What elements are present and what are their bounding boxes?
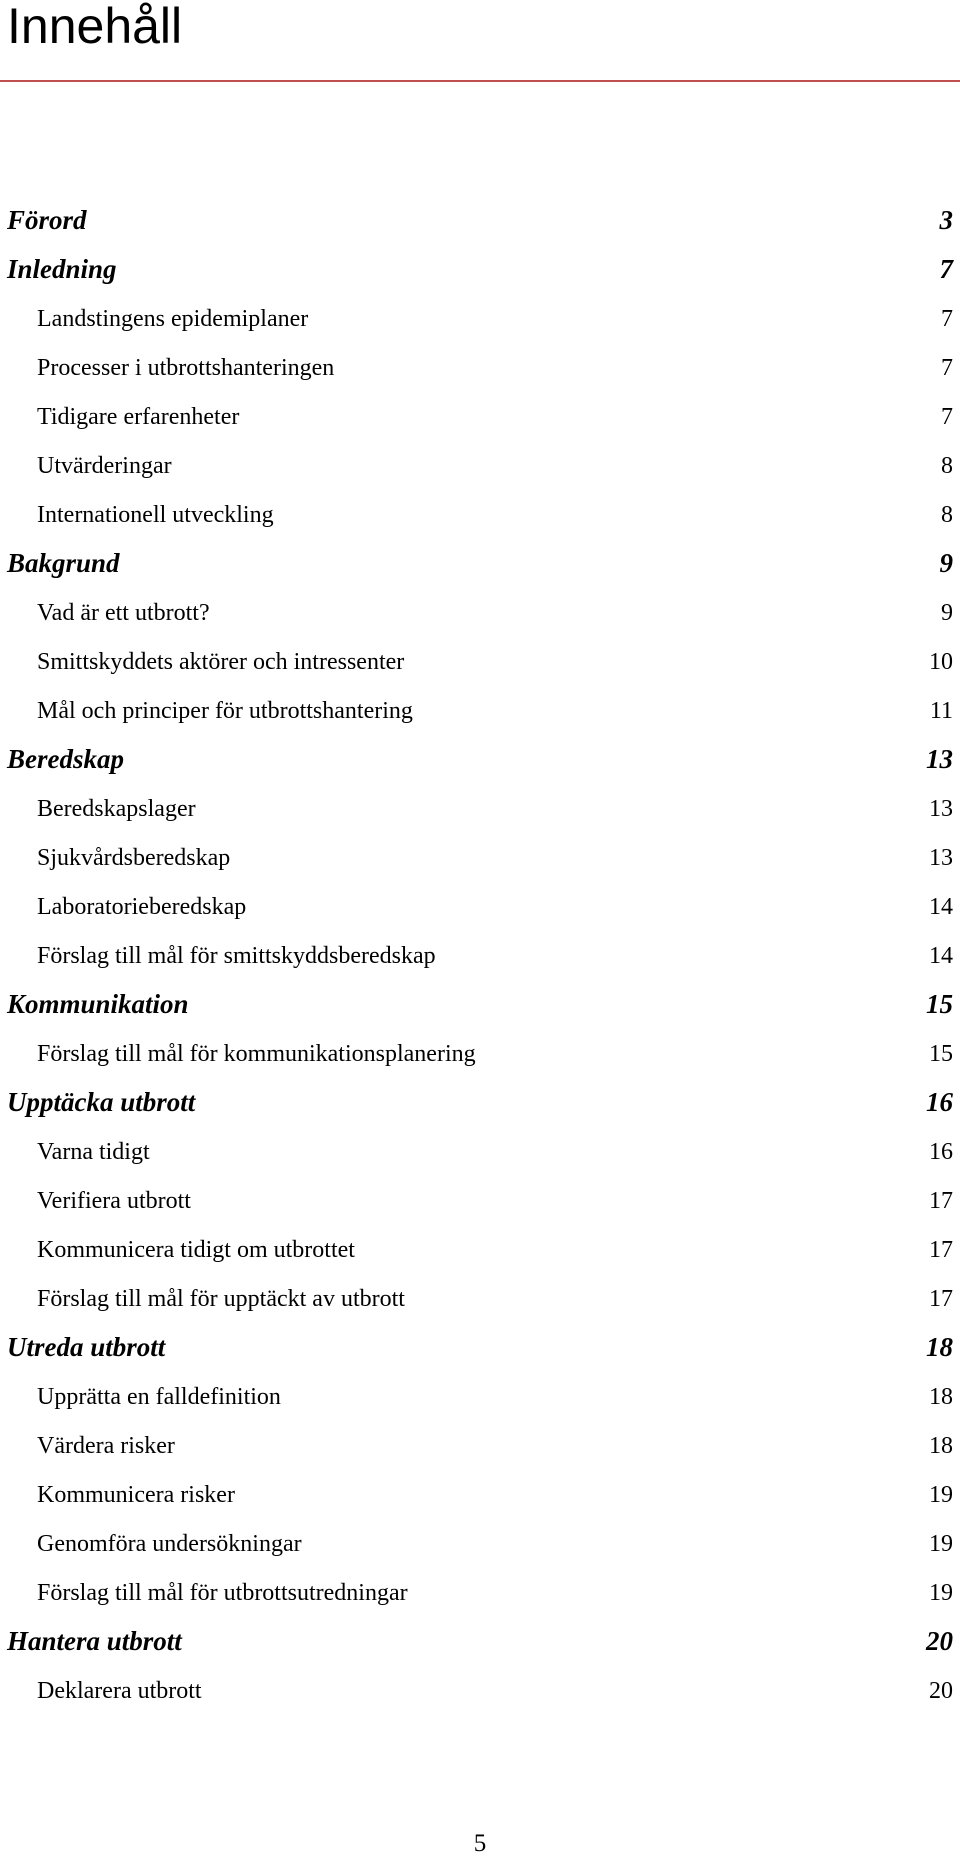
toc-entry-label: Beredskap xyxy=(7,744,124,774)
toc-section-entry[interactable] xyxy=(0,492,960,541)
toc-entry-page-number: 7 xyxy=(939,254,953,284)
toc-entry-page-number: 13 xyxy=(929,796,953,822)
toc-chapter-entry[interactable] xyxy=(0,247,960,296)
toc-entry-label: Hantera utbrott xyxy=(7,1626,182,1656)
toc-section-entry[interactable] xyxy=(0,1276,960,1325)
toc-entry-page-number: 15 xyxy=(926,989,953,1019)
toc-entry-page-number: 9 xyxy=(941,600,953,626)
toc-entry-label: Kommunikation xyxy=(7,989,189,1019)
toc-section-entry[interactable] xyxy=(0,1374,960,1423)
toc-entry-label: Kommunicera tidigt om utbrottet xyxy=(37,1237,355,1263)
toc-entry-label: Verifiera utbrott xyxy=(37,1188,191,1214)
toc-entry-label: Förslag till mål för smittskyddsberedskap xyxy=(37,943,436,969)
toc-entry-label: Utvärderingar xyxy=(37,453,172,479)
toc-entry-label: Tidigare erfarenheter xyxy=(37,404,240,430)
toc-entry-label: Sjukvårdsberedskap xyxy=(37,845,231,871)
toc-section-entry[interactable] xyxy=(0,933,960,982)
heading-divider xyxy=(0,80,960,82)
page-title: Innehåll xyxy=(7,0,183,54)
toc-entry-page-number: 11 xyxy=(929,698,953,724)
toc-entry-label: Beredskapslager xyxy=(37,796,196,822)
toc-chapter-entry[interactable] xyxy=(0,737,960,786)
toc-entry-label: Processer i utbrottshanteringen xyxy=(37,355,335,381)
toc-chapter-entry[interactable] xyxy=(0,541,960,590)
toc-section-entry[interactable] xyxy=(0,1423,960,1472)
toc-section-entry[interactable] xyxy=(0,1031,960,1080)
toc-entry-label: Värdera risker xyxy=(37,1433,175,1459)
toc-entry-page-number: 13 xyxy=(929,845,953,871)
toc-entry-label: Internationell utveckling xyxy=(37,502,274,528)
toc-entry-page-number: 18 xyxy=(929,1433,953,1459)
toc-section-entry[interactable] xyxy=(0,884,960,933)
toc-entry-page-number: 18 xyxy=(929,1384,953,1410)
toc-entry-label: Upptäcka utbrott xyxy=(7,1087,196,1117)
toc-entry-page-number: 7 xyxy=(941,355,953,381)
toc-entry-page-number: 10 xyxy=(929,649,953,675)
toc-entry-label: Landstingens epidemiplaner xyxy=(37,306,309,332)
toc-entry-page-number: 17 xyxy=(929,1188,953,1214)
toc-entry-page-number: 17 xyxy=(929,1237,953,1263)
toc-entry-label: Bakgrund xyxy=(7,548,120,578)
toc-section-entry[interactable] xyxy=(0,1227,960,1276)
toc-section-entry[interactable] xyxy=(0,688,960,737)
toc-entry-page-number: 14 xyxy=(929,943,953,969)
toc-entry-label: Förslag till mål för kommunikationsplanering xyxy=(37,1041,476,1067)
toc-entry-label: Kommunicera risker xyxy=(37,1482,235,1508)
toc-entry-label: Varna tidigt xyxy=(37,1139,150,1165)
toc-entry-page-number: 9 xyxy=(939,548,953,578)
toc-section-entry[interactable] xyxy=(0,296,960,345)
toc-section-entry[interactable] xyxy=(0,1570,960,1619)
toc-entry-label: Förslag till mål för utbrottsutredningar xyxy=(37,1580,408,1606)
toc-section-entry[interactable] xyxy=(0,835,960,884)
toc-section-entry[interactable] xyxy=(0,786,960,835)
table-of-contents xyxy=(0,198,960,1717)
toc-chapter-entry[interactable] xyxy=(0,1325,960,1374)
page-number: 5 xyxy=(473,1830,487,1857)
toc-entry-page-number: 19 xyxy=(929,1580,953,1606)
toc-entry-label: Genomföra undersökningar xyxy=(37,1531,302,1557)
toc-chapter-entry[interactable] xyxy=(0,1619,960,1668)
toc-section-entry[interactable] xyxy=(0,443,960,492)
toc-entry-page-number: 19 xyxy=(929,1482,953,1508)
toc-section-entry[interactable] xyxy=(0,1472,960,1521)
toc-section-entry[interactable] xyxy=(0,1668,960,1717)
toc-entry-label: Upprätta en falldefinition xyxy=(37,1384,281,1410)
toc-entry-page-number: 20 xyxy=(929,1678,953,1704)
toc-entry-page-number: 16 xyxy=(929,1139,953,1165)
toc-entry-page-number: 7 xyxy=(941,404,953,430)
toc-entry-page-number: 17 xyxy=(929,1286,953,1312)
toc-entry-page-number: 18 xyxy=(926,1332,953,1362)
toc-entry-label: Deklarera utbrott xyxy=(37,1678,202,1704)
toc-entry-label: Inledning xyxy=(7,254,117,284)
toc-entry-label: Förord xyxy=(7,205,87,235)
toc-entry-page-number: 20 xyxy=(926,1626,953,1656)
toc-section-entry[interactable] xyxy=(0,1129,960,1178)
toc-entry-page-number: 8 xyxy=(941,453,953,479)
toc-entry-label: Mål och principer för utbrottshantering xyxy=(37,698,413,724)
toc-entry-page-number: 15 xyxy=(929,1041,953,1067)
toc-chapter-entry[interactable] xyxy=(0,1080,960,1129)
toc-entry-page-number: 13 xyxy=(926,744,953,774)
toc-entry-page-number: 16 xyxy=(926,1087,953,1117)
toc-entry-page-number: 7 xyxy=(941,306,953,332)
toc-entry-label: Laboratorieberedskap xyxy=(37,894,247,920)
toc-entry-label: Vad är ett utbrott? xyxy=(37,600,210,626)
toc-entry-label: Utreda utbrott xyxy=(7,1332,166,1362)
toc-entry-page-number: 3 xyxy=(939,205,953,235)
toc-chapter-entry[interactable] xyxy=(0,198,960,247)
toc-section-entry[interactable] xyxy=(0,394,960,443)
toc-entry-label: Smittskyddets aktörer och intressenter xyxy=(37,649,405,675)
toc-section-entry[interactable] xyxy=(0,590,960,639)
toc-section-entry[interactable] xyxy=(0,1178,960,1227)
toc-chapter-entry[interactable] xyxy=(0,982,960,1031)
toc-entry-page-number: 14 xyxy=(929,894,953,920)
toc-section-entry[interactable] xyxy=(0,639,960,688)
toc-entry-page-number: 8 xyxy=(941,502,953,528)
toc-entry-page-number: 19 xyxy=(929,1531,953,1557)
toc-section-entry[interactable] xyxy=(0,1521,960,1570)
toc-section-entry[interactable] xyxy=(0,345,960,394)
toc-entry-label: Förslag till mål för upptäckt av utbrott xyxy=(37,1286,405,1312)
